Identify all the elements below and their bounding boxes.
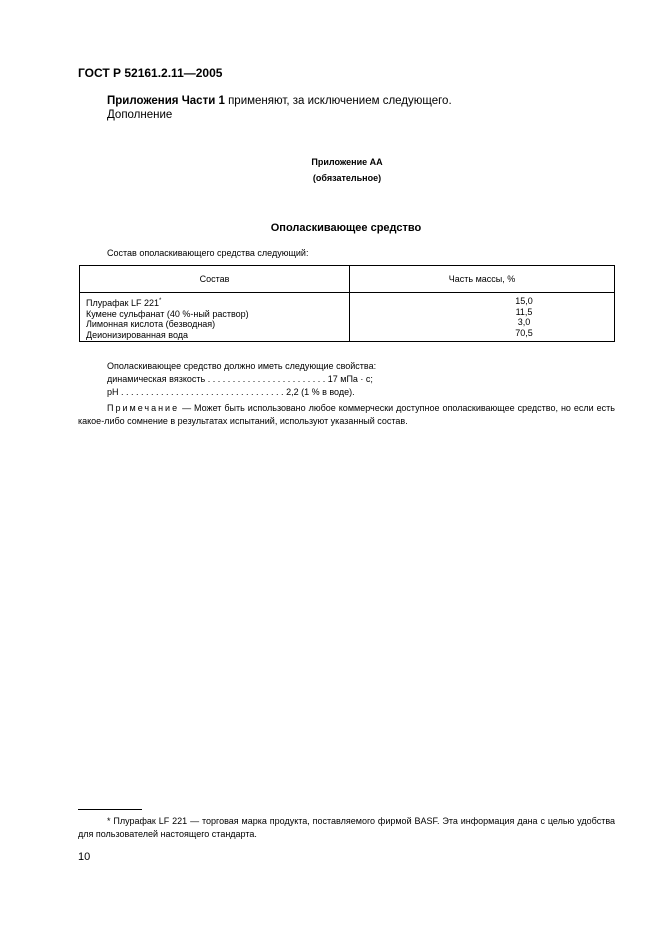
- table-names-cell: [80, 293, 350, 342]
- annex-title: Приложение АА: [311, 157, 383, 167]
- table-row-value: 70,5: [515, 327, 533, 338]
- table-row-value: 15,0: [515, 296, 533, 306]
- document-code: ГОСТ Р 52161.2.11—2005: [78, 66, 223, 80]
- intro-rest: применяют, за исключением следующего.: [224, 95, 452, 107]
- table-header-row: [80, 266, 615, 293]
- footnote: * Плурафак LF 221 — торговая марка продукта, поставляемого фирмой BASF. Эта информация дана с целью удобства для пользователей настоящего стандарта.: [78, 816, 615, 839]
- ph-line: pH . . . . . . . . . . . . . . . . . . . . . . . . . . . . . . . . . 2,2 (1 % в воде).: [107, 387, 355, 397]
- intro-paragraph: [107, 94, 452, 122]
- table-values-cell: [350, 293, 615, 342]
- properties-block: [107, 360, 376, 399]
- section-heading: Ополаскивающее средство: [270, 222, 422, 234]
- table-row-name: Кумене сульфанат (40 %-ный раствор): [86, 308, 249, 319]
- composition-table: [79, 265, 615, 342]
- annex-status: (обязательное): [312, 173, 382, 183]
- page-number: 10: [78, 851, 91, 863]
- intro-line-2: Дополнение: [107, 109, 173, 121]
- table-row-name: Лимонная кислота (безводная): [86, 319, 216, 329]
- properties-intro: Ополаскивающее средство должно иметь следующие свойства:: [107, 361, 377, 371]
- footnote-marker: *: [159, 298, 162, 304]
- table-row-value: 3,0: [517, 317, 531, 327]
- composition-lead: Состав ополаскивающего средства следующий:: [107, 248, 309, 258]
- table-header-mass-fraction: Часть массы, %: [350, 266, 615, 293]
- viscosity-line: динамическая вязкость . . . . . . . . . . . . . . . . . . . . . . . . 17 мПа · с;: [107, 374, 373, 384]
- note-paragraph: [78, 402, 615, 428]
- intro-line-1: [107, 94, 452, 108]
- table-header-composition: Состав: [80, 266, 350, 293]
- table-row-name: Плурафак LF 221*: [86, 298, 162, 308]
- table-row-name: Деионизированная вода: [86, 329, 189, 340]
- table-row-value: 11,5: [515, 306, 533, 317]
- intro-bold: Приложения Части 1: [107, 95, 225, 107]
- table-body-row: [80, 293, 615, 342]
- note-text: — Может быть использовано любое коммерчески доступное ополаскивающее средство, но если есть какое-либо сомнение в результатах испытаний, используют указанный состав.: [78, 403, 615, 426]
- footnote-divider: [78, 809, 142, 810]
- note-label: Примечание: [107, 403, 180, 413]
